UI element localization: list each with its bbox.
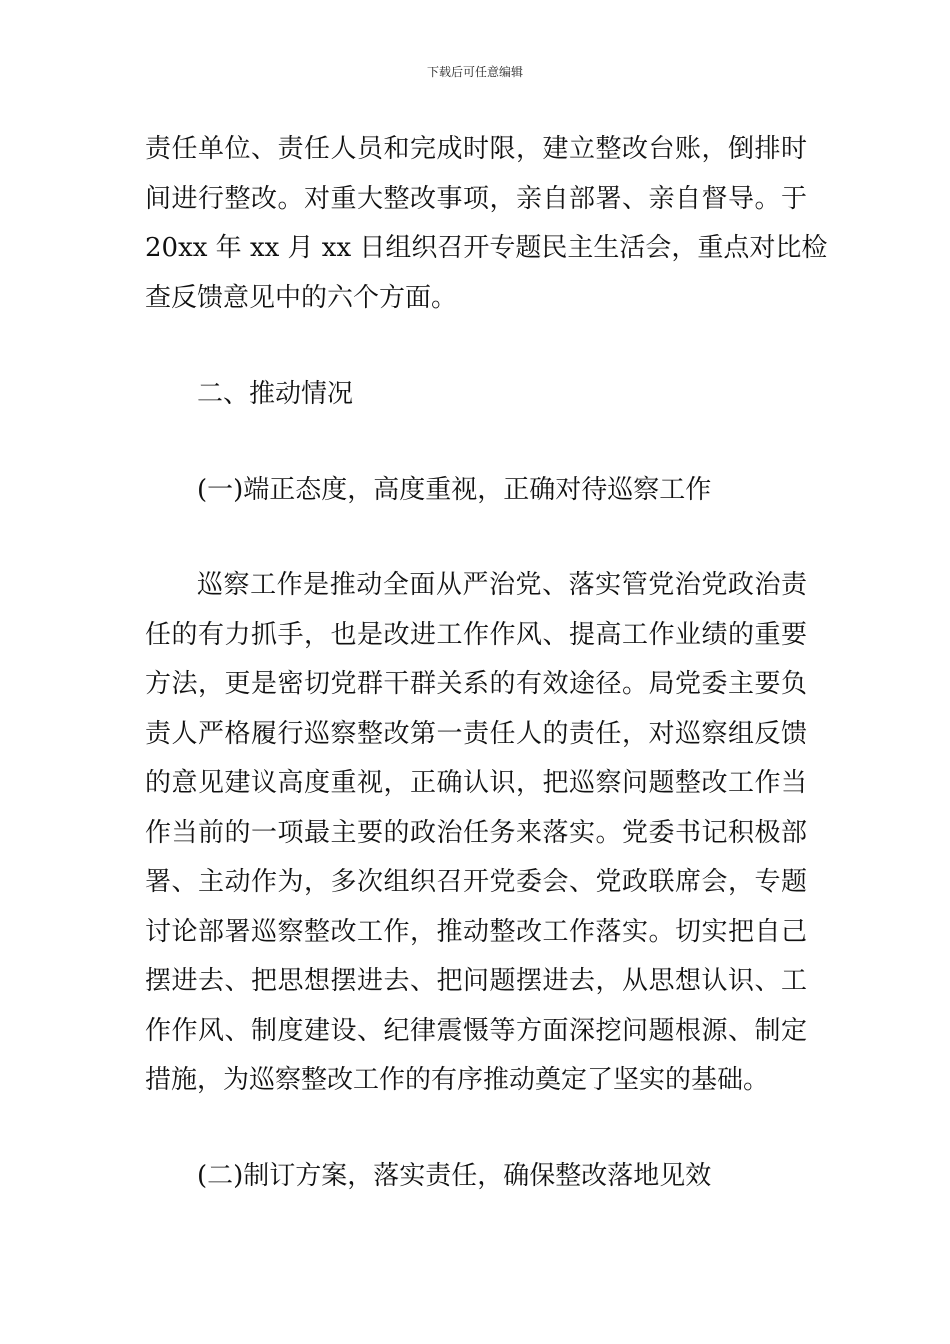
paragraph-line: 间进行整改。对重大整改事项，亲自部署、亲自督导。于 [145,183,807,214]
subheading-2: (二)制订方案，落实责任，确保整改落地见效 [197,1160,712,1191]
paragraph-line: 任的有力抓手，也是改进工作作风、提高工作业绩的重要 [145,619,807,650]
paragraph-line: 巡察工作是推动全面从严治党、落实管党治党政治责 [197,570,807,600]
paragraph-line: 责任单位、责任人员和完成时限，建立整改台账，倒排时 [145,134,807,164]
subheading-1: (一)端正态度，高度重视，正确对待巡察工作 [197,474,712,505]
paragraph-line: 署、主动作为，多次组织召开党委会、党政联席会，专题 [145,867,807,897]
paragraph-line: 措施，为巡察整改工作的有序推动奠定了坚实的基础。 [145,1065,770,1095]
paragraph-line: 方法，更是密切党群干群关系的有效途径。局党委主要负 [145,669,807,699]
paragraph-1 [145,125,828,323]
page-header-note: 下载后可任意编辑 [426,65,523,79]
paragraph-line: 的意见建议高度重视，正确认识，把巡察问题整改工作当 [145,768,807,798]
document-body [145,125,828,1201]
paragraph-line: 作作风、制度建设、纪律震慑等方面深挖问题根源、制定 [145,1015,807,1046]
paragraph-line: 查反馈意见中的六个方面。 [145,282,458,313]
paragraph-line: 20xx 年 xx 月 xx 日组织召开专题民主生活会，重点对比检 [145,233,828,263]
section-heading: 二、推动情况 [197,379,354,409]
paragraph-line: 摆进去、把思想摆进去、把问题摆进去，从思想认识、工 [145,966,807,996]
paragraph-2 [145,561,807,1106]
paragraph-line: 责人严格履行巡察整改第一责任人的责任，对巡察组反馈 [145,718,807,749]
paragraph-line: 作当前的一项最主要的政治任务来落实。党委书记积极部 [145,817,807,848]
paragraph-line: 讨论部署巡察整改工作，推动整改工作落实。切实把自己 [145,916,807,947]
